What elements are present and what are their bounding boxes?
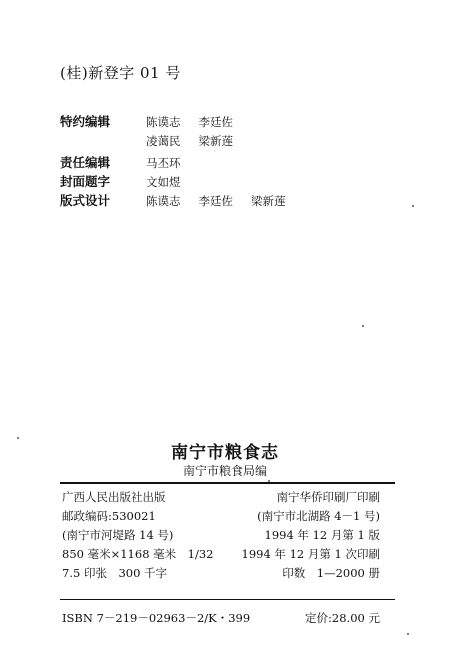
edition: 1994 年 12 月第 1 版 (264, 528, 380, 542)
scan-speck (17, 437, 19, 439)
credit-name: 梁新莲 (251, 194, 286, 208)
publisher: 广西人民出版社出版 (62, 490, 166, 504)
credit-name: 凌蔼民 (146, 134, 181, 148)
scan-speck (268, 480, 270, 482)
credit-row-responsible-editor (60, 153, 199, 171)
credit-row-special-editors-continued (146, 133, 251, 149)
credit-row-special-editors (60, 112, 251, 130)
credit-name: 李廷佐 (198, 115, 233, 129)
credit-name: 李廷佐 (198, 194, 233, 208)
credit-name: 文如煜 (146, 175, 181, 189)
isbn: ISBN 7－219－02963－2/K・399 (62, 611, 251, 625)
printer-address: (南宁市北湖路 4－1 号) (257, 509, 380, 523)
postal-code: 邮政编码:530021 (62, 509, 156, 523)
format: 850 毫米×1168 毫米 1/32 (62, 547, 214, 561)
printing: 1994 年 12 月第 1 次印刷 (241, 547, 380, 561)
credit-role: 特约编辑 (60, 114, 111, 129)
scan-speck (362, 325, 364, 327)
scan-speck (407, 633, 409, 635)
credit-role: 责任编辑 (60, 155, 111, 170)
print-run: 印数 1—2000 册 (282, 566, 380, 580)
credit-role: 封面题字 (60, 174, 111, 189)
book-editor: 南宁市粮食局编 (182, 464, 267, 478)
sheets-and-word-count: 7.5 印张 300 千字 (62, 566, 168, 580)
credit-row-layout-design (60, 191, 304, 209)
publisher-address: (南宁市河堤路 14 号) (62, 528, 174, 542)
scan-speck (412, 205, 414, 207)
credit-name: 马丕环 (146, 156, 181, 170)
credit-name: 陈谟志 (146, 115, 181, 129)
divider-bottom (60, 599, 395, 600)
registration-number: (桂)新登字 01 号 (60, 64, 181, 82)
credit-name: 陈谟志 (146, 194, 181, 208)
credit-role: 版式设计 (60, 193, 111, 208)
price: 定价:28.00 元 (305, 611, 380, 625)
credit-row-cover-calligraphy (60, 172, 199, 190)
credit-name: 梁新莲 (198, 134, 233, 148)
book-title: 南宁市粮食志 (171, 443, 279, 463)
printer: 南宁华侨印刷厂印刷 (276, 490, 380, 504)
divider-top (60, 482, 395, 484)
